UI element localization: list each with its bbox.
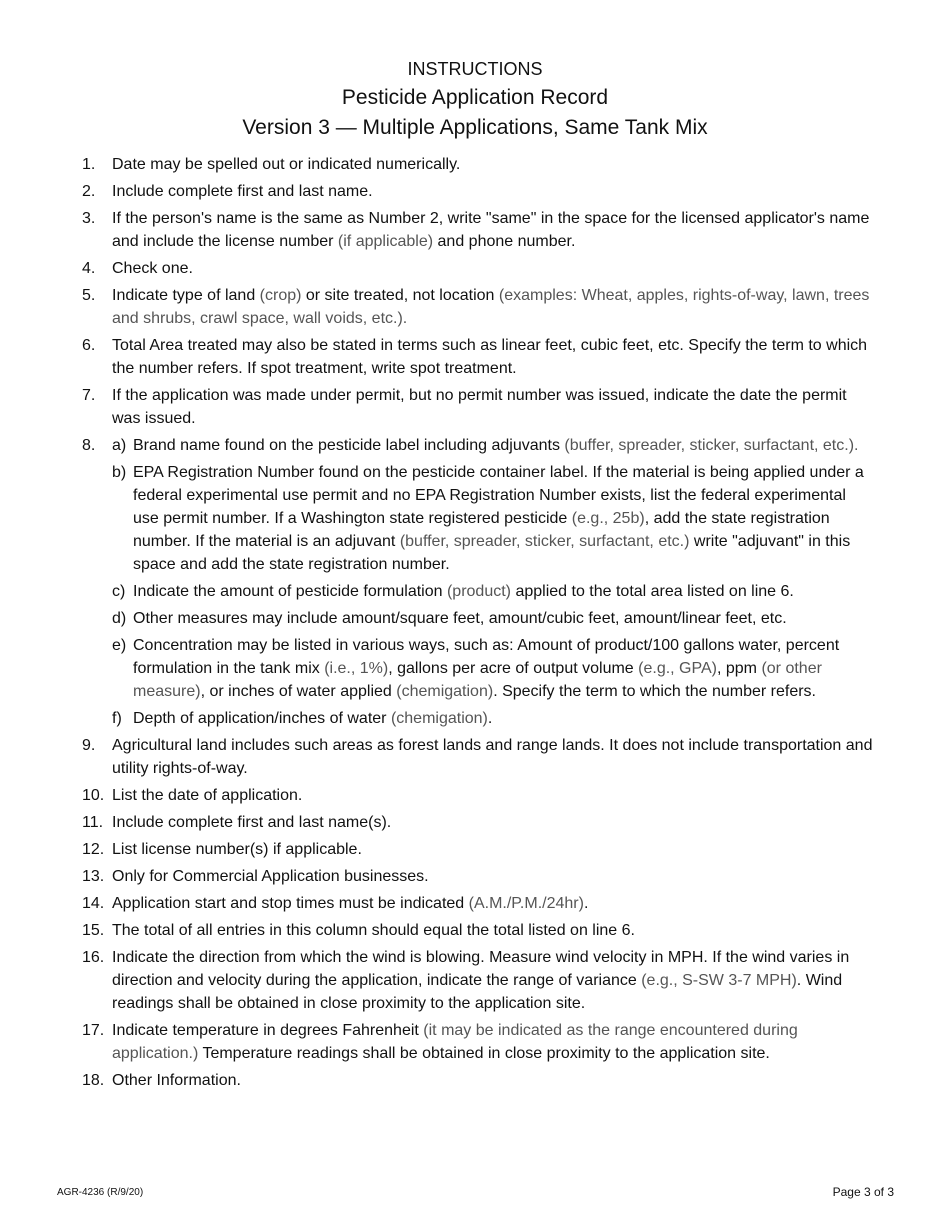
item-note: (if applicable) xyxy=(337,233,434,250)
item-number: 12. xyxy=(82,841,105,858)
item-number: 2. xyxy=(82,183,96,200)
item-number: 14. xyxy=(82,895,105,912)
item-text: or site treated, not location xyxy=(301,287,499,304)
item-text: The total of all entries in this column should equal the total listed on line 6. xyxy=(112,922,635,939)
item-text: Total Area treated may also be stated in terms such as linear feet, cubic feet, etc. Specify the term to which the number refers. If spot treatment, write spot treatment. xyxy=(112,337,868,377)
item-note: (crop) xyxy=(259,287,302,304)
subitem-label: b) xyxy=(112,464,127,481)
list-item xyxy=(0,838,950,861)
item-note: (examples: Wheat, apples, rights-of-way, lawn, trees and shrubs, crawl space, wall voids, etc.). xyxy=(112,287,870,327)
item-text: Include complete first and last name(s). xyxy=(112,814,392,831)
item-text: Depth of application/inches of water xyxy=(133,710,391,727)
item-number: 8. xyxy=(82,437,96,454)
list-item xyxy=(0,811,950,834)
item-number: 11. xyxy=(82,814,104,831)
item-number: 16. xyxy=(82,949,105,966)
list-item xyxy=(0,257,950,280)
list-item xyxy=(0,334,950,380)
item-text: List license number(s) if applicable. xyxy=(112,841,362,858)
item-text: write "adjuvant" in this space and add the state registration number. xyxy=(133,533,851,573)
list-item xyxy=(0,180,950,203)
item-text: , gallons per acre of output volume xyxy=(388,660,639,677)
list-subitem xyxy=(0,580,950,603)
item-text: , ppm xyxy=(716,660,762,677)
item-text: and phone number. xyxy=(433,233,576,250)
header-title: Pesticide Application Record xyxy=(341,86,609,109)
list-item xyxy=(0,1069,950,1092)
item-number: 18. xyxy=(82,1072,105,1089)
item-text: . xyxy=(487,710,493,727)
list-item xyxy=(0,865,950,888)
list-item xyxy=(0,1019,950,1065)
item-text: Indicate type of land xyxy=(112,287,260,304)
item-note: (i.e., 1%) xyxy=(324,660,389,677)
item-text: Concentration may be listed in various ways, such as: Amount of product/100 gallons water, percent formulation in the tank mix xyxy=(133,637,840,677)
item-text: Include complete first and last name. xyxy=(112,183,373,200)
item-text: , or inches of water applied xyxy=(200,683,397,700)
item-number: 5. xyxy=(82,287,96,304)
header-subtitle: Version 3 — Multiple Applications, Same Tank Mix xyxy=(242,116,708,139)
item-text: Indicate the amount of pesticide formulation xyxy=(133,583,447,600)
item-note: (e.g., GPA) xyxy=(638,660,717,677)
item-text: , add the state registration number. If the material is an adjuvant xyxy=(133,510,830,550)
item-text: Indicate the direction from which the wind is blowing. Measure wind velocity in MPH. If the wind varies in direction and velocity during the application, indicate the range of variance xyxy=(112,949,850,989)
item-number: 13. xyxy=(82,868,105,885)
item-note: (e.g., 25b) xyxy=(571,510,645,527)
item-note: (it may be indicated as the range encountered during application.) xyxy=(112,1022,798,1062)
item-text: . xyxy=(583,895,589,912)
item-text: EPA Registration Number found on the pesticide container label. If the material is being applied under a federal experimental use permit and no EPA Registration Number exists, list the federal experimental use permit number. If a Washington state registered pesticide xyxy=(133,464,864,527)
page-number: Page 3 of 3 xyxy=(832,1185,894,1199)
list-subitem xyxy=(0,607,950,630)
list-item xyxy=(0,946,950,1015)
item-text: If the application was made under permit, but no permit number was issued, indicate the date the permit was issued. xyxy=(112,387,847,427)
subitem-label: c) xyxy=(112,583,126,600)
item-text: Temperature readings shall be obtained in close proximity to the application site. xyxy=(198,1045,770,1062)
item-text: Date may be spelled out or indicated numerically. xyxy=(112,156,461,173)
list-item xyxy=(0,784,950,807)
item-text: If the person's name is the same as Number 2, write "same" in the space for the licensed applicator's name and include the license number xyxy=(112,210,870,250)
item-note: (chemigation) xyxy=(396,683,494,700)
list-subitem xyxy=(0,434,950,457)
subitem-label: d) xyxy=(112,610,127,627)
item-text: . Specify the term to which the number refers. xyxy=(493,683,816,700)
item-number: 3. xyxy=(82,210,96,227)
item-text: Indicate temperature in degrees Fahrenheit xyxy=(112,1022,424,1039)
list-item xyxy=(0,207,950,253)
list-item xyxy=(0,384,950,430)
list-subitem xyxy=(0,707,950,730)
item-text: Agricultural land includes such areas as forest lands and range lands. It does not include transportation and utility rights-of-way. xyxy=(112,737,873,777)
list-subitem xyxy=(0,634,950,703)
item-number: 9. xyxy=(82,737,96,754)
item-text: List the date of application. xyxy=(112,787,303,804)
item-text: Other Information. xyxy=(112,1072,241,1089)
item-note: (e.g., S-SW 3-7 MPH) xyxy=(641,972,797,989)
item-number: 4. xyxy=(82,260,96,277)
item-text: . Wind readings shall be obtained in close proximity to the application site. xyxy=(112,972,843,1012)
item-text: Other measures may include amount/square feet, amount/cubic feet, amount/linear feet, etc. xyxy=(133,610,787,627)
subitem-label: f) xyxy=(112,710,122,727)
item-number: 10. xyxy=(82,787,105,804)
item-note: (or other measure) xyxy=(133,660,822,700)
item-number: 7. xyxy=(82,387,96,404)
item-note: (A.M./P.M./24hr) xyxy=(468,895,584,912)
item-note: (buffer, spreader, sticker, surfactant, etc.) xyxy=(399,533,690,550)
item-text: Brand name found on the pesticide label including adjuvants xyxy=(133,437,565,454)
instructions-list xyxy=(0,153,950,1096)
item-note: (buffer, spreader, sticker, surfactant, etc.). xyxy=(564,437,859,454)
item-number: 15. xyxy=(82,922,105,939)
item-number: 1. xyxy=(82,156,96,173)
header-instructions: INSTRUCTIONS xyxy=(407,59,543,79)
list-item xyxy=(0,284,950,330)
item-note: (chemigation) xyxy=(390,710,488,727)
list-item xyxy=(0,734,950,780)
item-number: 17. xyxy=(82,1022,105,1039)
item-text: Application start and stop times must be indicated xyxy=(112,895,469,912)
item-text: Only for Commercial Application businesses. xyxy=(112,868,429,885)
list-item xyxy=(0,153,950,176)
subitem-label: a) xyxy=(112,437,127,454)
list-item xyxy=(0,919,950,942)
item-number: 6. xyxy=(82,337,96,354)
item-text: applied to the total area listed on line 6. xyxy=(511,583,794,600)
subitem-label: e) xyxy=(112,637,127,654)
list-item xyxy=(0,892,950,915)
item-note: (product) xyxy=(446,583,511,600)
form-id: AGR-4236 (R/9/20) xyxy=(57,1187,144,1198)
item-text: Check one. xyxy=(112,260,193,277)
list-subitem xyxy=(0,461,950,576)
